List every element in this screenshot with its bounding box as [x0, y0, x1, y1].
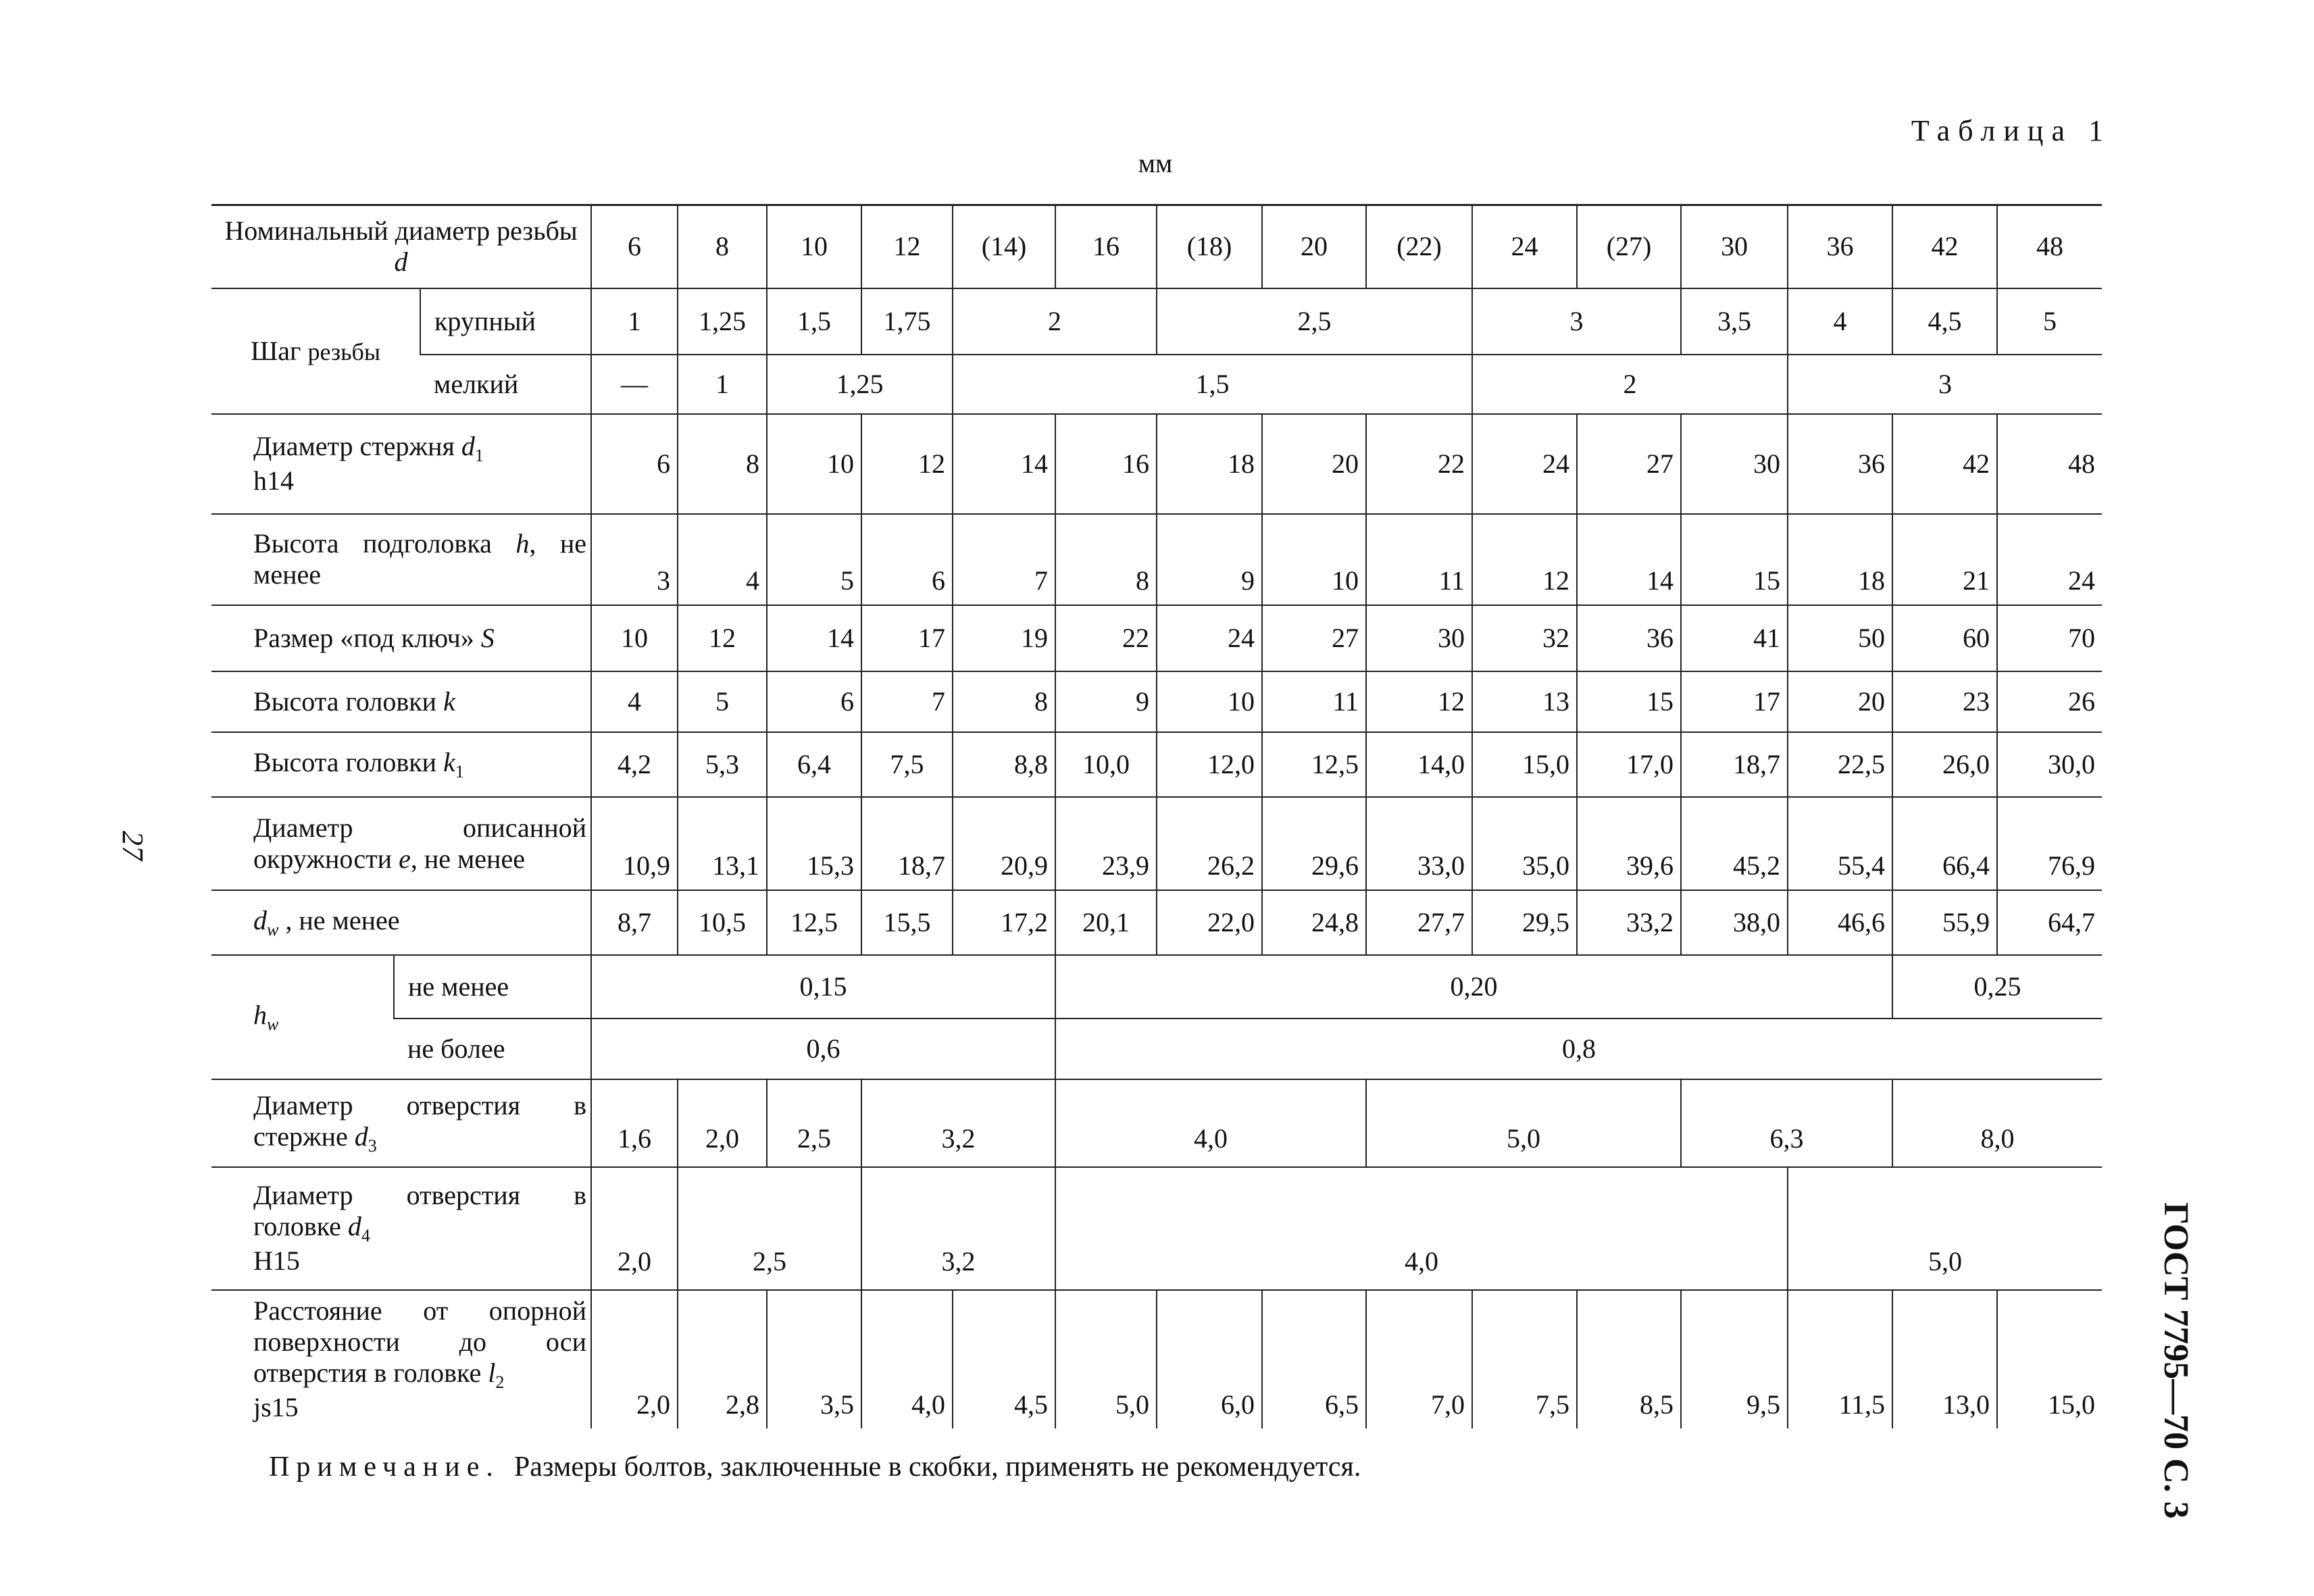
sub-label-coarse: крупный — [420, 288, 591, 355]
table-cell: 13,0 — [1892, 1290, 1997, 1428]
table-cell: 10 — [1157, 671, 1262, 732]
table-cell: 3,5 — [1681, 288, 1788, 355]
table-cell: 70 — [1997, 605, 2102, 671]
table-cell: 2,5 — [1157, 288, 1472, 355]
row-label-dw: $d_w$ , не менее — [211, 890, 591, 955]
table-cell: 1,6 — [591, 1079, 678, 1167]
table-cell: 24,8 — [1262, 890, 1366, 955]
table-cell: 5 — [767, 514, 861, 605]
table-cell: 10,9 — [591, 797, 678, 890]
table-cell: (18) — [1157, 205, 1262, 288]
table-cell: 55,9 — [1892, 890, 1997, 955]
table-cell: 0,8 — [1055, 1019, 2102, 1079]
table-cell: 14 — [767, 605, 861, 671]
table-cell: 6,5 — [1262, 1290, 1366, 1428]
table-cell: 6,4 — [767, 732, 861, 797]
table-cell: 4,0 — [1055, 1079, 1366, 1167]
table-cell: 8,8 — [953, 732, 1055, 797]
row-label-thread-pitch: Шаг резьбы — [211, 288, 420, 414]
row-label-nominal-diameter: Номинальный диаметр резьбы d — [211, 205, 591, 288]
table-cell: 17 — [861, 605, 953, 671]
table-cell: 33,2 — [1577, 890, 1681, 955]
table-cell: (14) — [953, 205, 1055, 288]
table-cell: 7,5 — [1472, 1290, 1577, 1428]
table-cell: 30,0 — [1997, 732, 2102, 797]
units-label: мм — [1138, 148, 1173, 178]
table-cell: 26 — [1997, 671, 2102, 732]
table-row — [211, 414, 2102, 514]
table-cell: 24 — [1157, 605, 1262, 671]
table-cell: 15,0 — [1472, 732, 1577, 797]
table-cell: 12,0 — [1157, 732, 1262, 797]
table-cell: 1,25 — [767, 355, 953, 414]
table-cell: 4 — [1788, 288, 1892, 355]
table-cell: 33,0 — [1366, 797, 1472, 890]
table-cell: 12 — [861, 205, 953, 288]
table-cell: 3,2 — [861, 1167, 1055, 1290]
table-cell: 8,7 — [591, 890, 678, 955]
sub-label-max: не более — [394, 1019, 591, 1079]
table-cell: 14 — [1577, 514, 1681, 605]
table-cell: 12,5 — [1262, 732, 1366, 797]
table-cell: 4,5 — [1892, 288, 1997, 355]
row-label-hw: $h_w$ — [211, 955, 394, 1079]
table-note — [269, 1451, 1361, 1483]
row-label-circumscribed-diameter: Диаметр описанной окружности e, не менее — [211, 797, 591, 890]
table-cell: 22,0 — [1157, 890, 1262, 955]
table-row — [211, 1019, 2102, 1079]
table-cell: 1,5 — [953, 355, 1472, 414]
table-cell: 0,25 — [1892, 955, 2102, 1019]
table-cell: 1,75 — [861, 288, 953, 355]
table-cell: 48 — [1997, 414, 2102, 514]
table-cell: 15 — [1577, 671, 1681, 732]
table-cell: 1,5 — [767, 288, 861, 355]
table-cell: 0,20 — [1055, 955, 1892, 1019]
table-cell: 36 — [1577, 605, 1681, 671]
table-cell: 10 — [767, 205, 861, 288]
table-cell: 5,0 — [1366, 1079, 1681, 1167]
table-cell: 2,0 — [591, 1167, 678, 1290]
table-cell: 8,0 — [1892, 1079, 2102, 1167]
table-cell: 12 — [1472, 514, 1577, 605]
table-cell: 5,3 — [678, 732, 767, 797]
table-caption: Таблица 1 — [1911, 114, 2111, 147]
table-cell: 6 — [591, 205, 678, 288]
table-cell: 3,2 — [861, 1079, 1055, 1167]
table-cell: 9 — [1157, 514, 1262, 605]
standard-code: ГОСТ 7795—70 С. 3 — [2157, 1202, 2195, 1519]
table-cell: 15,0 — [1997, 1290, 2102, 1428]
table-cell: 17,2 — [953, 890, 1055, 955]
table-cell: 64,7 — [1997, 890, 2102, 955]
row-label-head-height: Высота головки k — [211, 671, 591, 732]
table-cell: 29,6 — [1262, 797, 1366, 890]
table-row — [211, 1167, 2102, 1290]
table-cell: 3 — [1472, 288, 1681, 355]
table-cell: 18 — [1788, 514, 1892, 605]
table-cell: 18,7 — [861, 797, 953, 890]
table-cell: 15 — [1681, 514, 1788, 605]
table-cell: 4 — [591, 671, 678, 732]
table-cell: 30 — [1681, 205, 1788, 288]
table-cell: 5,0 — [1788, 1167, 2102, 1290]
table-cell: 41 — [1681, 605, 1788, 671]
table-cell: 76,9 — [1997, 797, 2102, 890]
table-cell: 45,2 — [1681, 797, 1788, 890]
table-cell: 39,6 — [1577, 797, 1681, 890]
note-prefix: Примечание. — [269, 1451, 500, 1483]
table-cell: — — [591, 355, 678, 414]
table-cell: 60 — [1892, 605, 1997, 671]
table-cell: 22,5 — [1788, 732, 1892, 797]
table-cell: 9,5 — [1681, 1290, 1788, 1428]
table-cell: 8 — [678, 205, 767, 288]
table-cell: 8,5 — [1577, 1290, 1681, 1428]
table-cell: 0,15 — [591, 955, 1055, 1019]
table-cell: 14 — [953, 414, 1055, 514]
row-label-underhead-height: Высота подголовка h, не менее — [211, 514, 591, 605]
table-row — [211, 890, 2102, 955]
table-cell: 8 — [1055, 514, 1157, 605]
table-cell: 19 — [953, 605, 1055, 671]
table-cell: 2 — [953, 288, 1157, 355]
table-cell: 24 — [1997, 514, 2102, 605]
table-cell: 42 — [1892, 414, 1997, 514]
row-label-shank-hole-diameter: Диаметр отверстия в стержне $d_3$ — [211, 1079, 591, 1167]
table-cell: 27 — [1262, 605, 1366, 671]
table-cell: 12 — [678, 605, 767, 671]
table-cell: 5,0 — [1055, 1290, 1157, 1428]
table-cell: 6,0 — [1157, 1290, 1262, 1428]
table-cell: 1,25 — [678, 288, 767, 355]
table-cell: 27,7 — [1366, 890, 1472, 955]
table-cell: 10 — [591, 605, 678, 671]
table-cell: 66,4 — [1892, 797, 1997, 890]
table-cell: 23,9 — [1055, 797, 1157, 890]
table-cell: 42 — [1892, 205, 1997, 288]
table-cell: 11,5 — [1788, 1290, 1892, 1428]
table-cell: 20,1 — [1055, 890, 1157, 955]
table-cell: 0,6 — [591, 1019, 1055, 1079]
table-cell: 9 — [1055, 671, 1157, 732]
row-label-head-height-k1: Высота головки $k_1$ — [211, 732, 591, 797]
table-cell: 18 — [1157, 414, 1262, 514]
note-text: Размеры болтов, заключенные в скобки, применять не рекомендуется. — [513, 1451, 1361, 1483]
table-cell: 3,5 — [767, 1290, 861, 1428]
table-cell: 7,5 — [861, 732, 953, 797]
table-cell: 22 — [1366, 414, 1472, 514]
table-cell: 24 — [1472, 414, 1577, 514]
table-cell: 1 — [591, 288, 678, 355]
table-cell: 6 — [591, 414, 678, 514]
table-cell: 30 — [1681, 414, 1788, 514]
table-row — [211, 797, 2102, 890]
table-cell: 11 — [1366, 514, 1472, 605]
table-cell: 10,5 — [678, 890, 767, 955]
table-cell: 20,9 — [953, 797, 1055, 890]
table-cell: 4,0 — [1055, 1167, 1788, 1290]
table-cell: 6 — [767, 671, 861, 732]
table-cell: 27 — [1577, 414, 1681, 514]
bolt-dimensions-table — [211, 204, 2102, 1428]
table-cell: 26,0 — [1892, 732, 1997, 797]
row-label-hole-axis-distance: Расстояние от опорной поверхности до оси отверстия в головке $l_2$ js15 — [253, 1295, 587, 1423]
table-cell: 46,6 — [1788, 890, 1892, 955]
table-cell: 20 — [1262, 414, 1366, 514]
table-cell: (27) — [1577, 205, 1681, 288]
table-cell: 13 — [1472, 671, 1577, 732]
table-cell: 38,0 — [1681, 890, 1788, 955]
page-number: 27 — [116, 831, 149, 860]
table-cell: 14,0 — [1366, 732, 1472, 797]
table-cell: 2,0 — [591, 1290, 678, 1428]
table-cell: 26,2 — [1157, 797, 1262, 890]
table-cell: 5 — [1997, 288, 2102, 355]
table-cell: 5 — [678, 671, 767, 732]
table-cell: 8 — [953, 671, 1055, 732]
sub-label-fine: мелкий — [420, 355, 591, 414]
table-cell: 7,0 — [1366, 1290, 1472, 1428]
table-cell: 4,0 — [861, 1290, 953, 1428]
row-label-wrench-size: Размер «под ключ» S — [211, 605, 591, 671]
table-cell: 18,7 — [1681, 732, 1788, 797]
table-cell: 30 — [1366, 605, 1472, 671]
table-row — [211, 955, 2102, 1019]
table-cell: 21 — [1892, 514, 1997, 605]
table-cell: 2 — [1472, 355, 1788, 414]
table-row — [211, 288, 2102, 355]
table-cell: 15,3 — [767, 797, 861, 890]
table-cell: 2,5 — [678, 1167, 861, 1290]
table-cell: 6,3 — [1681, 1079, 1892, 1167]
table-cell: 3 — [591, 514, 678, 605]
table-cell: 12,5 — [767, 890, 861, 955]
table-cell: 4,2 — [591, 732, 678, 797]
table-cell: 10 — [767, 414, 861, 514]
table-cell: 50 — [1788, 605, 1892, 671]
table-cell: 3 — [1788, 355, 2102, 414]
table-row — [211, 205, 2102, 288]
table-cell: (22) — [1366, 205, 1472, 288]
table-row — [211, 732, 2102, 797]
table-cell: 32 — [1472, 605, 1577, 671]
table-cell: 8 — [678, 414, 767, 514]
table-cell: 4 — [678, 514, 767, 605]
table-cell: 20 — [1788, 671, 1892, 732]
table-cell: 2,0 — [678, 1079, 767, 1167]
table-cell: 13,1 — [678, 797, 767, 890]
table-row — [211, 671, 2102, 732]
table-cell: 55,4 — [1788, 797, 1892, 890]
table-cell: 1 — [678, 355, 767, 414]
table-cell: 2,5 — [767, 1079, 861, 1167]
table-cell: 15,5 — [861, 890, 953, 955]
table-cell: 12 — [1366, 671, 1472, 732]
table-cell: 2,8 — [678, 1290, 767, 1428]
table-cell: 35,0 — [1472, 797, 1577, 890]
table-cell: 22 — [1055, 605, 1157, 671]
table-row — [211, 1079, 2102, 1167]
row-label-shank-diameter: Диаметр стержня $d_1$ h14 — [211, 414, 591, 514]
table-cell: 11 — [1262, 671, 1366, 732]
table-cell: 7 — [953, 514, 1055, 605]
table-cell: 29,5 — [1472, 890, 1577, 955]
table-row — [211, 1290, 2102, 1428]
table-cell: 24 — [1472, 205, 1577, 288]
table-cell: 4,5 — [953, 1290, 1055, 1428]
table-cell: 48 — [1997, 205, 2102, 288]
row-label-head-hole-diameter: Диаметр отверстия в головке $d_4$ H15 — [211, 1167, 591, 1290]
table-cell: 17,0 — [1577, 732, 1681, 797]
table-row — [211, 605, 2102, 671]
table-cell: 16 — [1055, 414, 1157, 514]
table-row — [211, 355, 2102, 414]
table-cell: 36 — [1788, 205, 1892, 288]
table-cell: 23 — [1892, 671, 1997, 732]
table-cell: 10,0 — [1055, 732, 1157, 797]
table-cell: 36 — [1788, 414, 1892, 514]
table-cell: 10 — [1262, 514, 1366, 605]
table-cell: 17 — [1681, 671, 1788, 732]
table-cell: 16 — [1055, 205, 1157, 288]
table-cell: 7 — [861, 671, 953, 732]
table-cell: 6 — [861, 514, 953, 605]
table-cell: 20 — [1262, 205, 1366, 288]
sub-label-min: не менее — [394, 955, 591, 1019]
table-row — [211, 514, 2102, 605]
table-cell: 12 — [861, 414, 953, 514]
